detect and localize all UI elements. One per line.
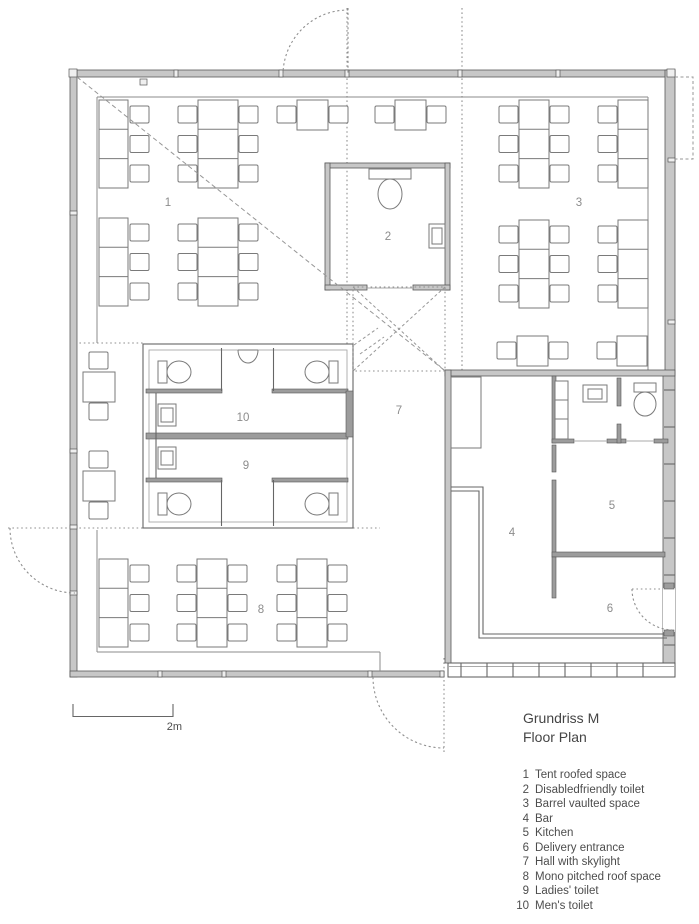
urinal-icon <box>238 350 258 363</box>
legend-label: Barrel vaulted space <box>535 798 640 810</box>
legend-item <box>516 797 661 812</box>
room-label-4: 4 <box>508 527 516 539</box>
door-swing-arc <box>10 528 75 593</box>
legend-label: Mono pitched roof space <box>535 870 661 883</box>
shelf <box>555 419 568 439</box>
room-label-2: 2 <box>384 231 392 243</box>
legend-num: 9 <box>522 885 529 897</box>
legend-label: Disabledfriendly toilet <box>535 783 645 796</box>
legend-num: 2 <box>522 783 529 796</box>
table-group <box>83 451 115 519</box>
table-group <box>499 220 569 308</box>
legend-num: 1 <box>522 769 529 781</box>
table-group <box>99 100 149 188</box>
toilet-icon <box>305 361 338 383</box>
table-group <box>99 559 149 647</box>
door-swing-arc <box>283 10 348 75</box>
legend-item <box>516 826 661 841</box>
legend-item <box>516 783 661 798</box>
legend <box>516 768 661 913</box>
table-group <box>375 100 446 130</box>
legend-item <box>516 841 661 856</box>
legend-num: 4 <box>522 812 529 825</box>
plan-title-en: Floor Plan <box>523 729 587 745</box>
sink-icon <box>158 404 176 426</box>
toilet-icon <box>378 179 402 209</box>
legend-label: Tent roofed space <box>535 769 627 781</box>
room-label-10: 10 <box>236 412 250 424</box>
service-wing <box>445 370 675 663</box>
bar-counter <box>451 377 481 448</box>
table-group <box>499 100 569 188</box>
legend-num: 7 <box>522 856 529 868</box>
detail-marker <box>675 77 693 159</box>
legend-item <box>516 870 661 885</box>
room-label-7: 7 <box>395 405 403 417</box>
legend-label: Kitchen <box>535 827 574 839</box>
table-group <box>597 336 647 366</box>
door-opening <box>663 588 675 632</box>
bar-counter <box>451 487 667 634</box>
table-group <box>277 100 348 130</box>
room-label-6: 6 <box>606 603 614 615</box>
scale-bar <box>73 704 182 733</box>
legend-item <box>516 884 661 899</box>
table-group <box>277 559 347 647</box>
toilet-icon <box>305 493 338 515</box>
legend-num: 6 <box>522 841 529 854</box>
legend-label: Hall with skylight <box>535 856 620 868</box>
room-label-3: 3 <box>575 197 583 209</box>
plan-title-de: Grundriss M <box>523 710 600 726</box>
room-2-disabled-toilet <box>325 163 450 290</box>
legend-label: Ladies' toilet <box>535 885 599 897</box>
toilet-icon <box>158 493 191 515</box>
room-label-9: 9 <box>242 460 250 472</box>
table-group <box>178 100 258 188</box>
scale-label: 2m <box>166 721 182 733</box>
toilet-tank <box>369 169 411 179</box>
room-label-8: 8 <box>257 604 265 616</box>
toilet-block <box>143 344 353 528</box>
legend-label: Bar <box>535 812 553 825</box>
table-group <box>177 559 247 647</box>
legend-num: 8 <box>522 870 529 883</box>
shelf <box>555 381 568 400</box>
table-group <box>598 100 648 188</box>
legend-item <box>516 855 661 870</box>
legend-num: 3 <box>522 798 529 810</box>
legend-item <box>516 812 661 827</box>
table-group <box>99 218 149 306</box>
sink-icon <box>158 447 176 469</box>
table-group <box>497 336 568 366</box>
door-swing-arc <box>373 677 444 748</box>
toilet-icon <box>634 383 656 416</box>
legend-num: 10 <box>516 899 529 912</box>
shelf <box>555 400 568 419</box>
table-group <box>598 220 648 308</box>
room-label-5: 5 <box>608 500 616 512</box>
legend-label: Men's toilet <box>535 899 593 912</box>
legend-label: Delivery entrance <box>535 841 625 854</box>
toilet-icon <box>158 361 191 383</box>
room-label-1: 1 <box>164 197 172 209</box>
legend-num: 5 <box>522 827 529 839</box>
table-group <box>178 218 258 306</box>
bottom-deck-wall <box>448 663 675 677</box>
title-block <box>523 709 599 747</box>
legend-item <box>516 768 661 783</box>
table-group <box>83 352 115 420</box>
partition-wall <box>146 433 348 439</box>
legend-item <box>516 899 661 914</box>
